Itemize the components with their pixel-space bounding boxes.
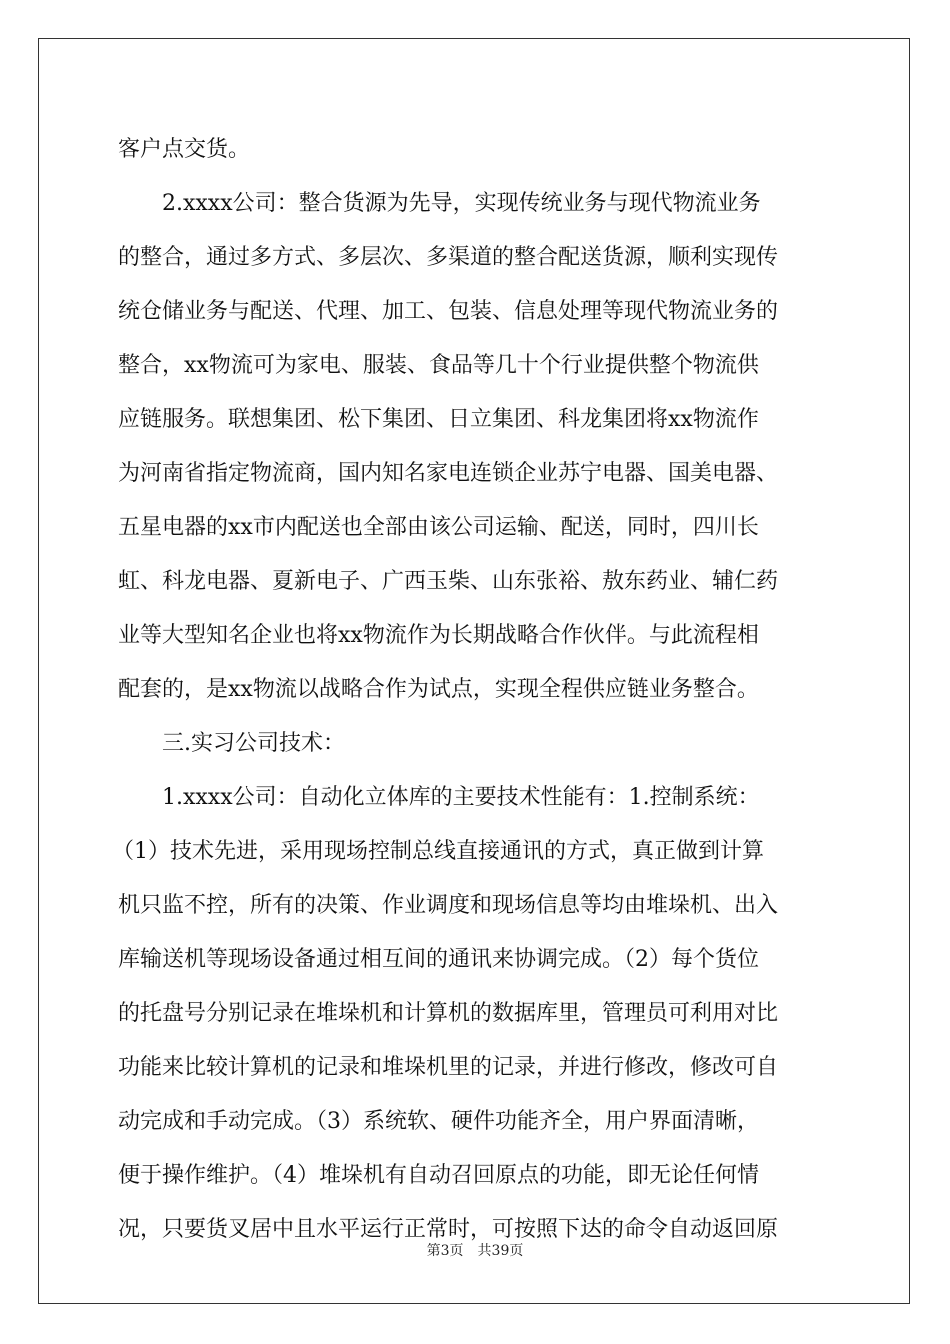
paragraph-line: 库输送机等现场设备通过相互间的通讯来协调完成。（2）每个货位 (118, 947, 759, 972)
paragraph-line: 2.xxxx公司：整合货源为先导，实现传统业务与现代物流业务 (162, 191, 761, 216)
paragraph-line: 应链服务。联想集团、松下集团、日立集团、科龙集团将xx物流作 (118, 407, 759, 432)
paragraph-line: 的整合，通过多方式、多层次、多渠道的整合配送货源，顺利实现传 (118, 245, 779, 270)
paragraph-line: 为河南省指定物流商，国内知名家电连锁企业苏宁电器、国美电器、 (118, 461, 779, 486)
page-total: 共39页 (477, 1243, 524, 1259)
page-footer (0, 1240, 950, 1262)
paragraph-line: 客户点交货。 (118, 137, 251, 162)
paragraph-line: 五星电器的xx市内配送也全部由该公司运输、配送，同时，四川长 (118, 515, 759, 540)
paragraph-line: 整合，xx物流可为家电、服装、食品等几十个行业提供整个物流供 (118, 353, 759, 378)
paragraph-line: 虹、科龙电器、夏新电子、广西玉柴、山东张裕、敖东药业、辅仁药 (118, 569, 779, 594)
paragraph-line: 业等大型知名企业也将xx物流作为长期战略合作伙伴。与此流程相 (118, 623, 759, 648)
page-number: 第3页 (426, 1243, 464, 1259)
paragraph-line: 便于操作维护。（4）堆垛机有自动召回原点的功能，即无论任何情 (118, 1163, 759, 1188)
paragraph-line: 功能来比较计算机的记录和堆垛机里的记录，并进行修改，修改可自 (118, 1055, 779, 1080)
paragraph-line: 况，只要货叉居中且水平运行正常时，可按照下达的命令自动返回原 (118, 1217, 779, 1242)
paragraph-line: 配套的，是xx物流以战略合作为试点，实现全程供应链业务整合。 (118, 677, 759, 702)
paragraph-line: 的托盘号分别记录在堆垛机和计算机的数据库里，管理员可利用对比 (118, 1001, 779, 1026)
paragraph-line: 1.xxxx公司：自动化立体库的主要技术性能有：1.控制系统： (162, 785, 760, 810)
paragraph-line: 机只监不控，所有的决策、作业调度和现场信息等均由堆垛机、出入 (118, 893, 779, 918)
paragraph-line: 统仓储业务与配送、代理、加工、包装、信息处理等现代物流业务的 (118, 299, 779, 324)
paragraph-line: （1）技术先进，采用现场控制总线直接通讯的方式，真正做到计算 (112, 839, 764, 864)
section-heading: 三.实习公司技术： (162, 731, 345, 756)
paragraph-line: 动完成和手动完成。（3）系统软、硬件功能齐全，用户界面清晰， (118, 1109, 759, 1134)
